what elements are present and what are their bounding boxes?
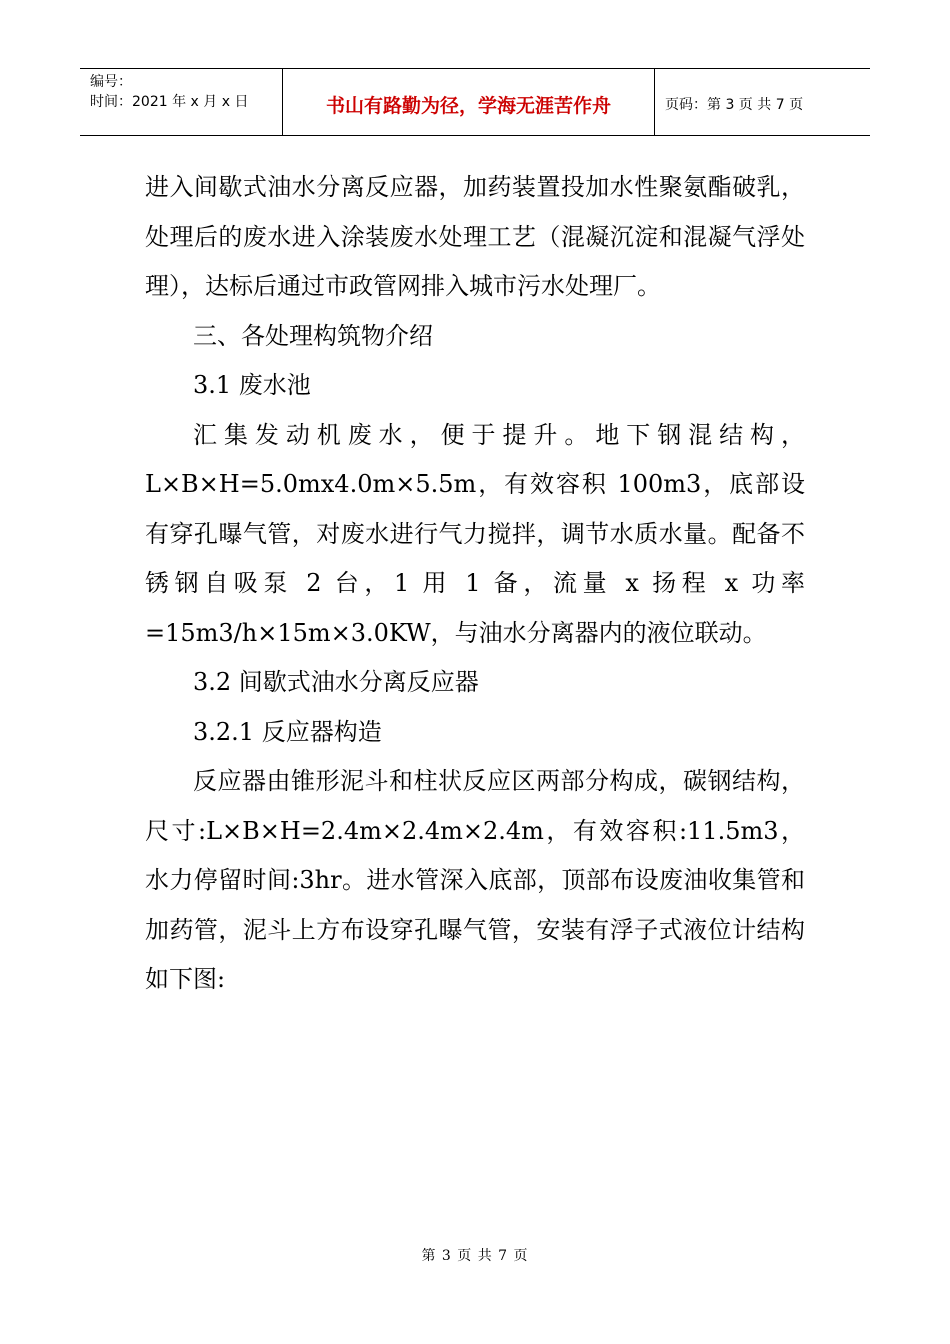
document-date: 时间：2021 年 x 月 x 日 (90, 94, 249, 110)
subsection-heading: 3.1 废水池 (193, 371, 311, 399)
subsection-heading: 3.2.1 反应器构造 (193, 717, 382, 746)
document-body (145, 163, 805, 1005)
page-footer: 第 3 页 共 7 页 (421, 1248, 529, 1264)
document-number-label: 编号： (90, 74, 132, 90)
page-header (80, 68, 870, 136)
section-heading: 三、各处理构筑物介绍 (193, 321, 433, 350)
body-paragraph: 汇集发动机废水，便于提升。地下钢混结构，L×B×H=5.0mx4.0m×5.5m，有效容积 100m3，底部设有穿孔曝气管，对废水进行气力搅拌，调节水质水量。配备不锈钢自吸泵 2 台，1 用 1 备，流量 x 扬程 x 功率 =15m3/h×15m×3.0KW，与油水分离器内的液位联动。 (145, 420, 805, 647)
header-page-info: 页码：第 3 页 共 7 页 (665, 97, 804, 113)
header-meta (80, 69, 283, 135)
header-motto: 书山有路勤为径，学海无涯苦作舟 (283, 69, 655, 135)
body-paragraph: 反应器由锥形泥斗和柱状反应区两部分构成，碳钢结构，尺寸:L×B×H=2.4m×2.4m×2.4m，有效容积:11.5m3，水力停留时间:3hr。进水管深入底部，顶部布设废油收集管和加药管，泥斗上方布设穿孔曝气管，安装有浮子式液位计结构如下图: (145, 767, 805, 993)
body-paragraph: 进入间歇式油水分离反应器，加药装置投加水性聚氨酯破乳，处理后的废水进入涂装废水处理工艺（混凝沉淀和混凝气浮处理），达标后通过市政管网排入城市污水处理厂。 (145, 173, 805, 300)
subsection-heading: 3.2 间歇式油水分离反应器 (193, 668, 479, 696)
